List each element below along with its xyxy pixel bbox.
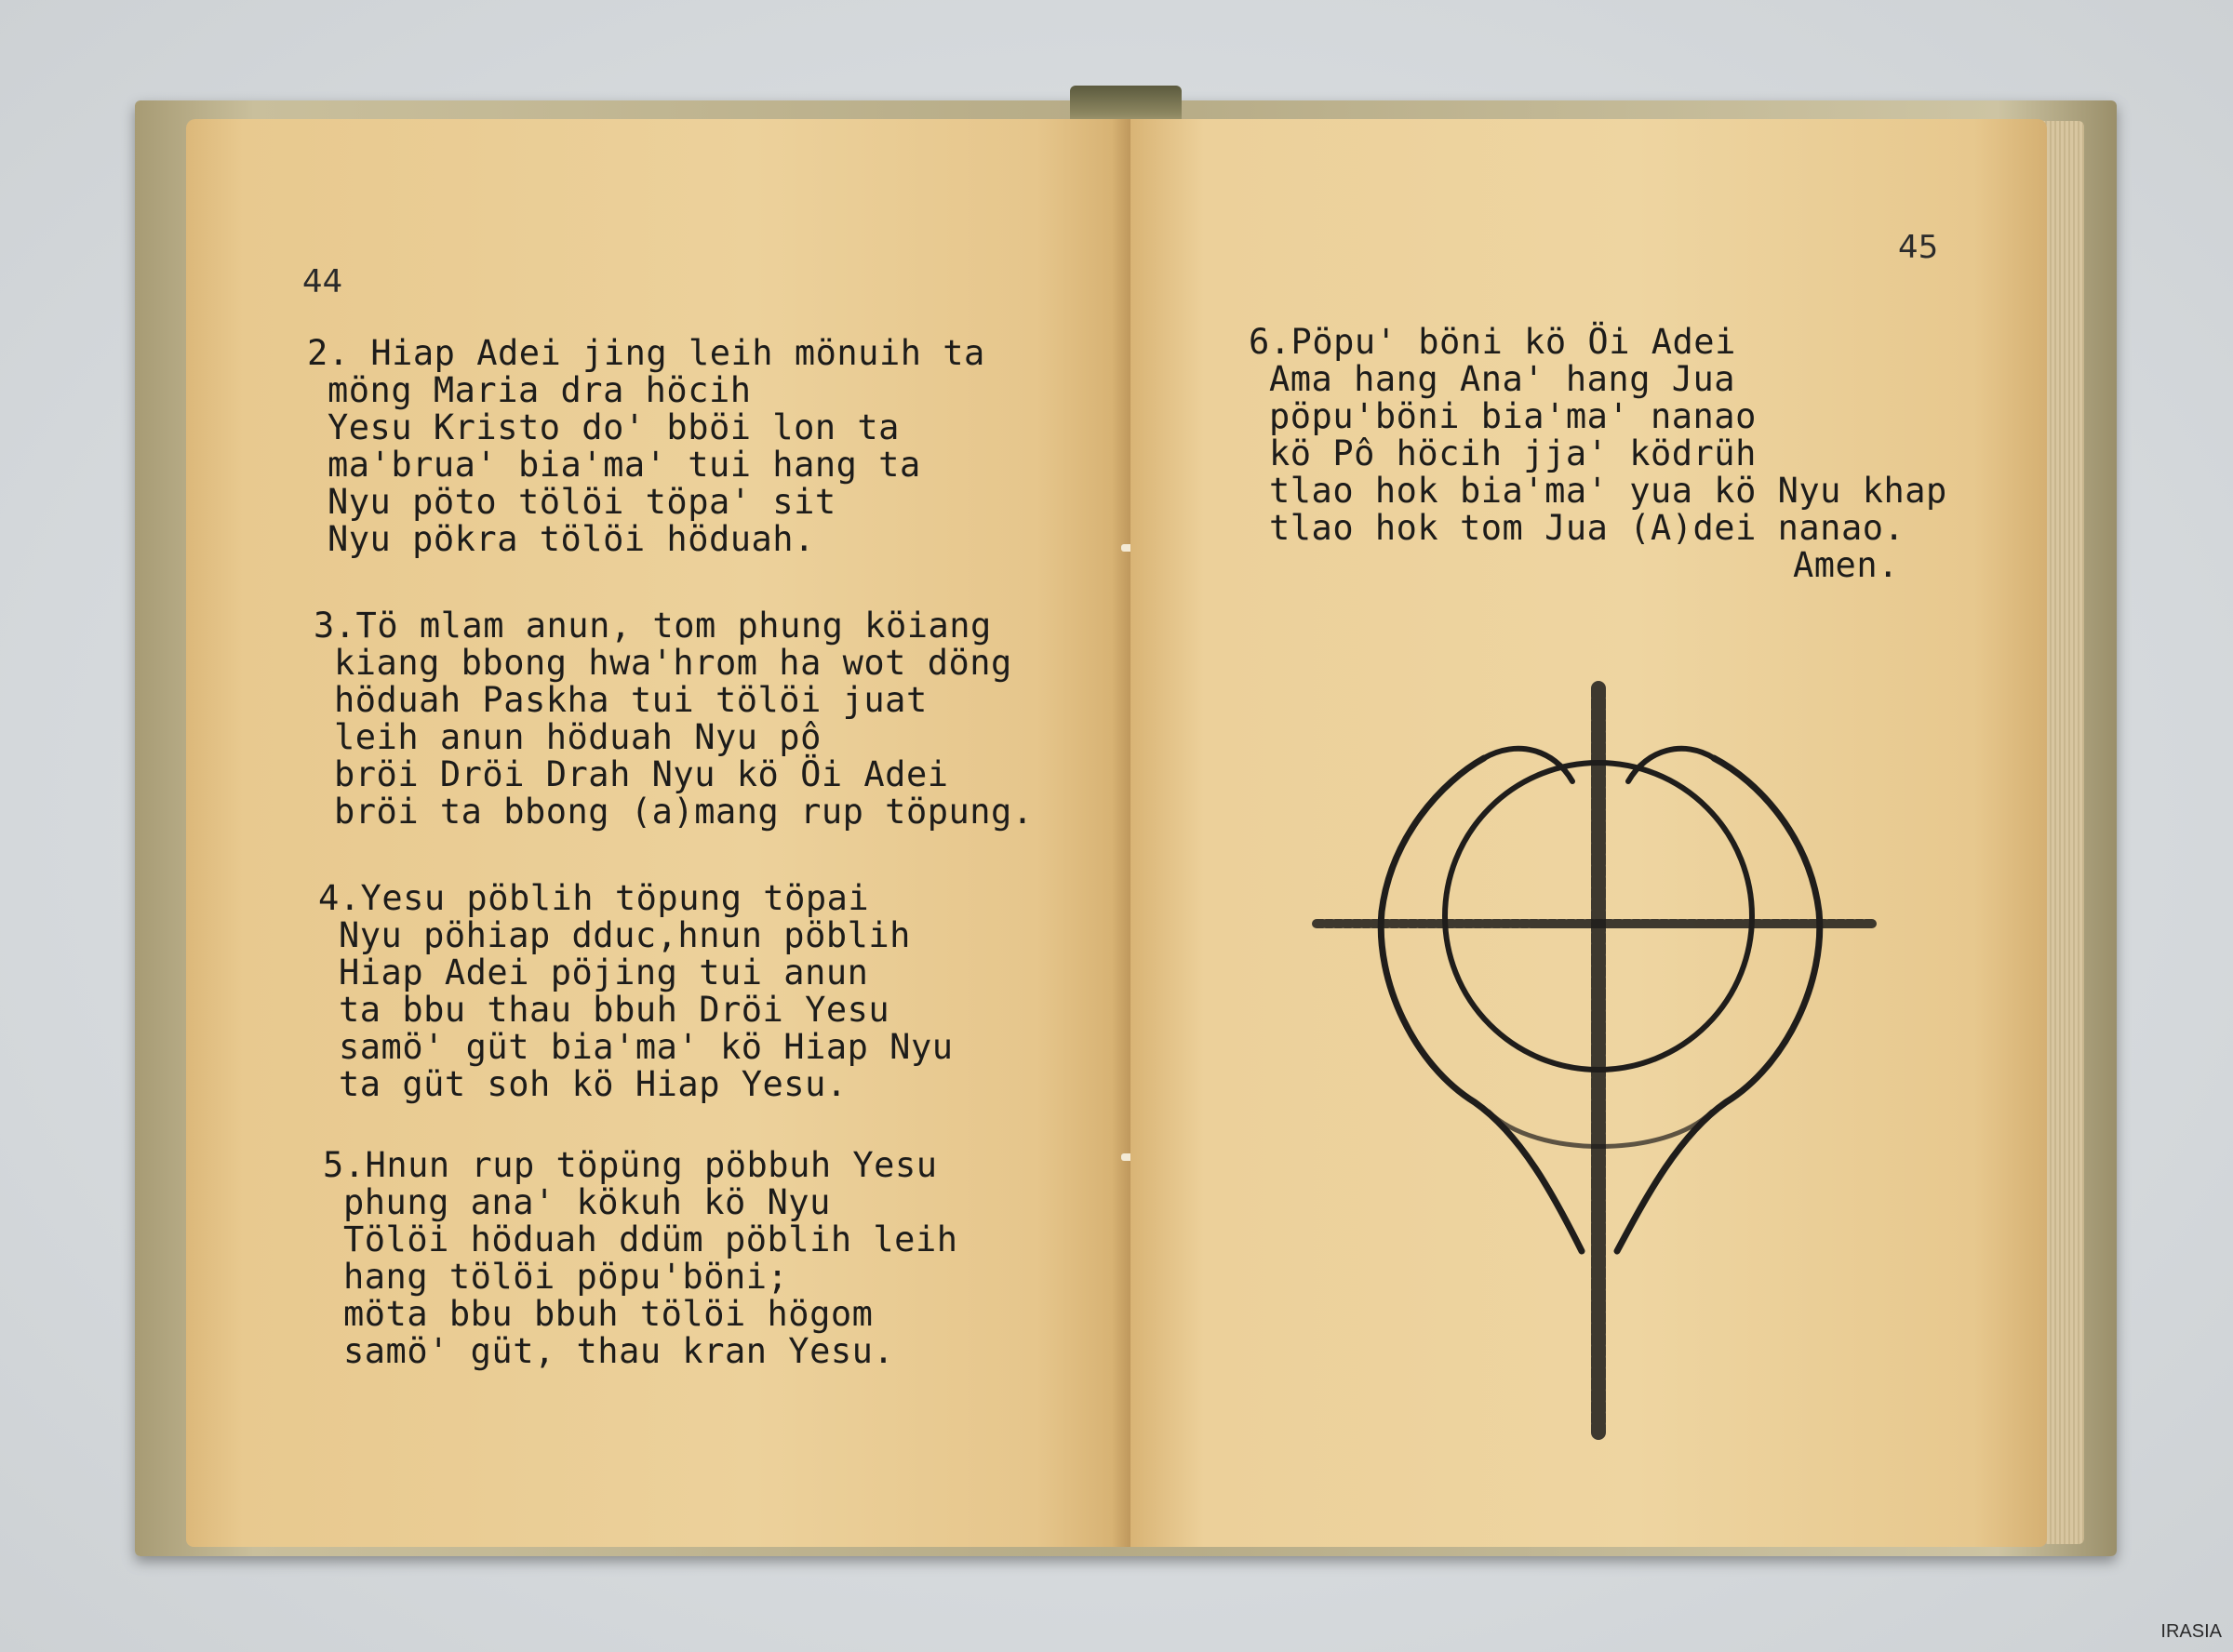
verse-line: kö Pô höcih jja' ködrüh [1269, 433, 1757, 473]
cross-with-host-and-chalice-icon [1303, 674, 1898, 1446]
verse-line: ta bbu thau bbuh Dröi Yesu [339, 990, 890, 1030]
verse-line: samö' güt, thau kran Yesu. [343, 1331, 895, 1371]
verse-4 [318, 880, 954, 1103]
verse-line: möta bbu bbuh tölöi högom [343, 1294, 874, 1334]
verse-2 [307, 335, 985, 558]
verse-line: ma'brua' bia'ma' tui hang ta [328, 445, 921, 485]
verse-line: Hiap Adei pöjing tui anun [339, 953, 869, 993]
verse-line: tlao hok tom Jua (A)dei nanao. [1269, 508, 1905, 548]
verse-line: Nyu pöto tölöi töpa' sit [328, 482, 836, 522]
verse-line: 5.Hnun rup töpüng pöbbuh Yesu [323, 1145, 938, 1185]
verse-line: Nyu pöhiap dduc,hnun pöblih [339, 915, 911, 955]
verse-line: Tölöi höduah ddüm pöblih leih [343, 1219, 958, 1259]
verse-line: tlao hok bia'ma' yua kö Nyu khap [1269, 471, 1947, 511]
verse-line: 6.Pöpu' böni kö Öi Adei [1249, 322, 1736, 362]
verse-line: hang tölöi pöpu'böni; [343, 1257, 789, 1297]
verse-line: möng Maria dra höcih [328, 370, 752, 410]
verse-line: bröi Dröi Drah Nyu kö Öi Adei [334, 754, 949, 794]
verse-line: Nyu pökra tölöi höduah. [328, 519, 815, 559]
verse-line: 4.Yesu pöblih töpung töpai [318, 878, 870, 918]
verse-line: bröi ta bbong (a)mang rup töpung. [334, 792, 1034, 832]
verse-line: phung ana' kökuh kö Nyu [343, 1182, 831, 1222]
verse-line: Ama hang Ana' hang Jua [1269, 359, 1736, 399]
verse-line: Yesu Kristo do' bböi lon ta [328, 407, 900, 447]
verse-3 [314, 607, 1034, 831]
verse-6 [1249, 324, 1947, 584]
verse-line: 3.Tö mlam anun, tom phung köiang [314, 606, 992, 646]
verse-line: 2. Hiap Adei jing leih mönuih ta [307, 333, 985, 373]
verse-line: höduah Paskha tui tölöi juat [334, 680, 928, 720]
watermark: IRASIA [2160, 1621, 2222, 1642]
verse-5 [323, 1147, 958, 1370]
verse-line: samö' güt bia'ma' kö Hiap Nyu [339, 1027, 954, 1067]
verse-line: kiang bbong hwa'hrom ha wot döng [334, 643, 1012, 683]
verse-line: pöpu'böni bia'ma' nanao [1269, 396, 1757, 436]
left-page [186, 119, 1130, 1547]
page-number-left: 44 [302, 263, 343, 300]
verse-line: leih anun höduah Nyu pô [334, 717, 822, 757]
verse-line: ta güt soh kö Hiap Yesu. [339, 1064, 848, 1104]
page-number-right: 45 [1898, 229, 1939, 266]
verse-line: Amen. [1793, 545, 1899, 585]
